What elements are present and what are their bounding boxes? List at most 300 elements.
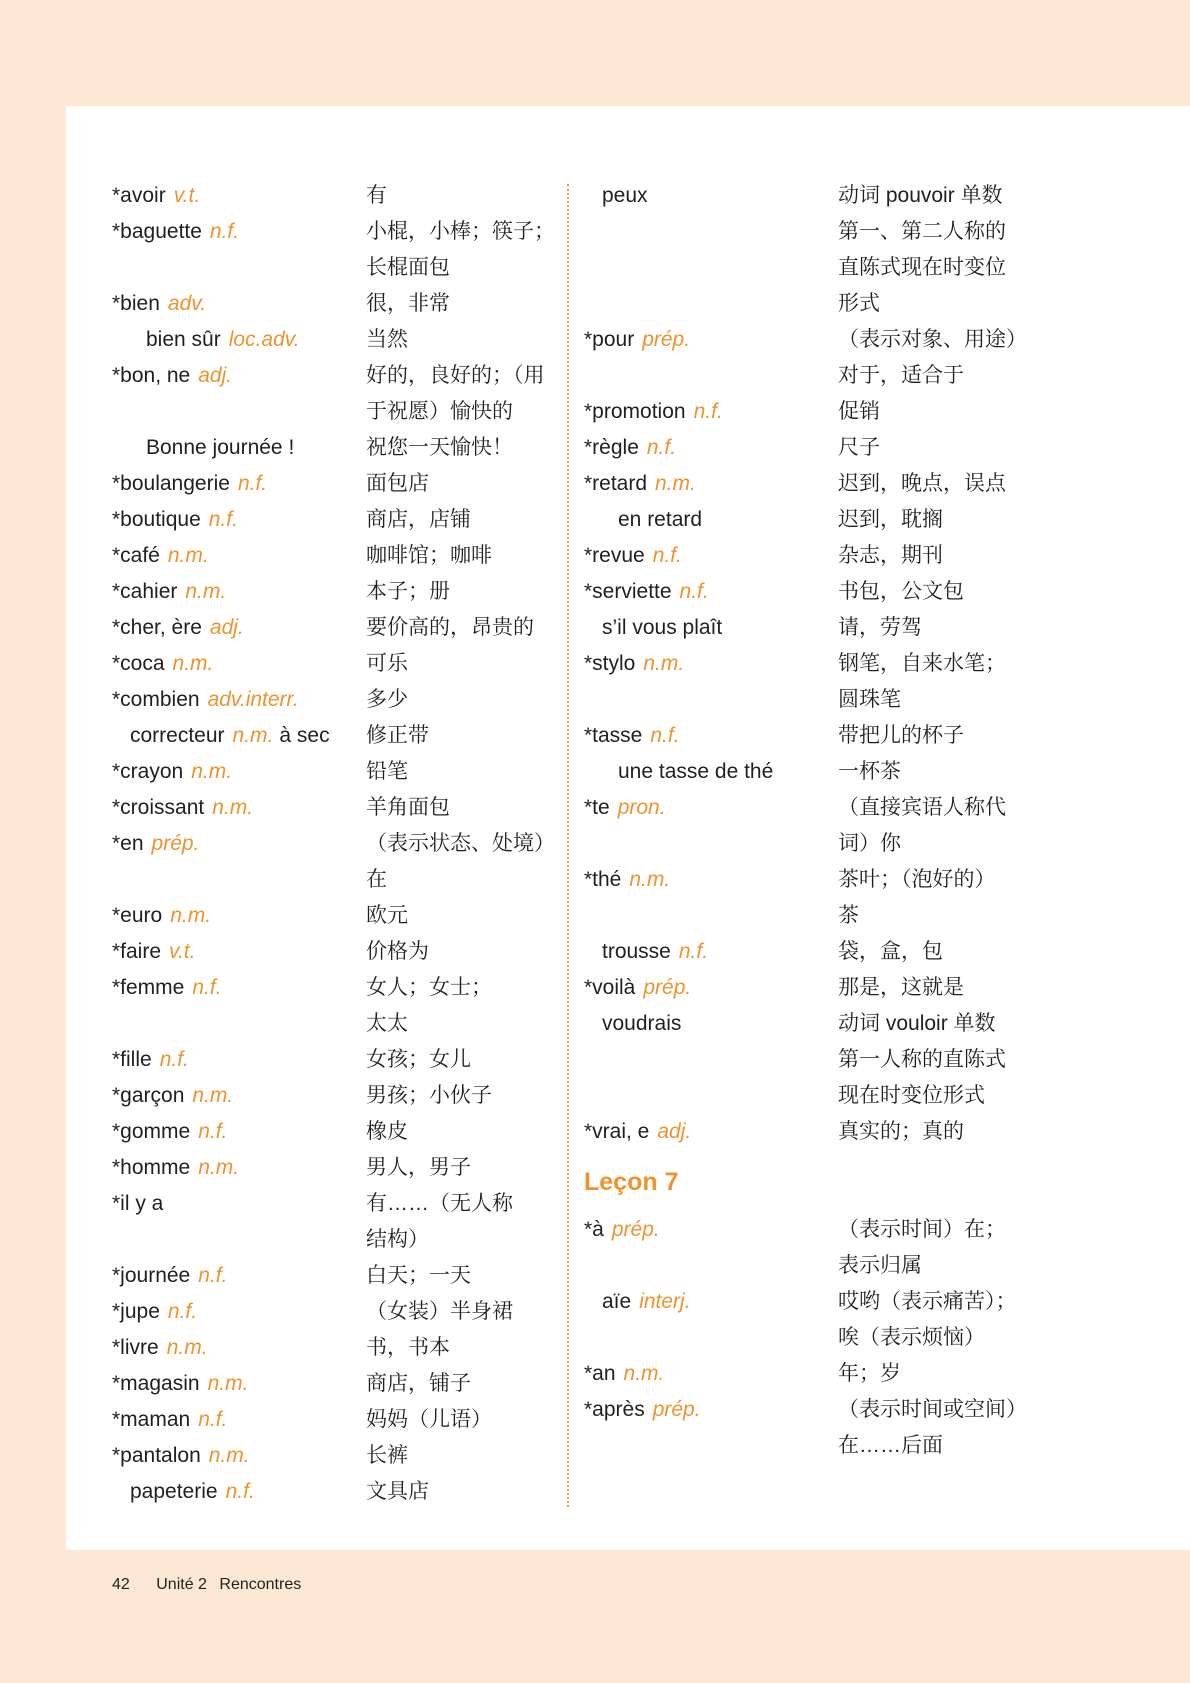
part-of-speech: loc.adv. (228, 328, 300, 351)
part-of-speech: prép. (643, 976, 692, 999)
entry-translation (838, 646, 1038, 718)
entry-translation (366, 1294, 566, 1330)
entry-word-cell (112, 610, 366, 646)
entry-translation (366, 1366, 566, 1402)
part-of-speech: adj. (198, 364, 233, 387)
vocab-entry (112, 358, 566, 430)
translation-line: 要价高的，昂贵的 (366, 616, 534, 639)
entry-translation (366, 970, 566, 1042)
entry-translation (366, 1150, 566, 1186)
translation-line: （表示对象、用途） (838, 328, 1027, 351)
translation-line: 年；岁 (838, 1362, 901, 1385)
vocab-entry (584, 502, 1038, 538)
unit-label: Unité 2 (156, 1576, 207, 1593)
entry-word: *tasse (584, 724, 643, 747)
entry-word: bien sûr (146, 328, 221, 351)
entry-word-cell (112, 430, 366, 466)
vocab-entry (584, 178, 1038, 322)
entry-word-cell (584, 970, 838, 1006)
entry-translation (366, 1078, 566, 1114)
entry-word: *journée (112, 1264, 191, 1287)
entry-word: *retard (584, 472, 648, 495)
translation-line: （直接宾语人称代 (838, 796, 1006, 819)
entry-word-cell (584, 646, 838, 718)
vocab-entry (112, 1438, 566, 1474)
translation-line: 圆珠笔 (838, 688, 901, 711)
part-of-speech: n.f. (678, 940, 709, 963)
part-of-speech: n.m. (191, 760, 233, 783)
part-of-speech: adj. (209, 616, 244, 639)
vocab-entry (112, 1186, 566, 1258)
entry-word-cell (112, 970, 366, 1042)
translation-line: 茶 (838, 904, 859, 927)
entry-translation (838, 610, 1038, 646)
entry-word: *boutique (112, 508, 201, 531)
vocab-entry (112, 1294, 566, 1330)
entry-translation (366, 646, 566, 682)
entry-word-cell (584, 1284, 838, 1356)
translation-line: 长裤 (366, 1444, 408, 1467)
translation-line: 在 (366, 868, 387, 891)
vocab-entry (584, 934, 1038, 970)
entry-word-cell (112, 1258, 366, 1294)
translation-line: 促销 (838, 400, 880, 423)
entry-translation (366, 1438, 566, 1474)
translation-line: 太太 (366, 1012, 408, 1035)
entry-word: *promotion (584, 400, 686, 423)
part-of-speech: n.m. (192, 1084, 234, 1107)
translation-line: 多少 (366, 688, 408, 711)
entry-translation (838, 322, 1038, 394)
entry-word-cell (584, 430, 838, 466)
entry-word: *stylo (584, 652, 636, 675)
vocab-entry (112, 718, 566, 754)
translation-line: 真实的；真的 (838, 1120, 964, 1143)
translation-line: 祝您一天愉快！ (366, 436, 513, 459)
entry-translation (838, 502, 1038, 538)
page-sheet (66, 106, 1190, 1550)
part-of-speech: n.m. (172, 652, 214, 675)
entry-translation (366, 178, 566, 214)
entry-word: *cher, ère (112, 616, 202, 639)
entry-word: *garçon (112, 1084, 185, 1107)
entry-translation (838, 430, 1038, 466)
translation-line: 女孩；女儿 (366, 1048, 471, 1071)
entry-word-cell (584, 502, 838, 538)
part-of-speech: prép. (151, 832, 200, 855)
vocab-entry (112, 286, 566, 322)
translation-line: 长棍面包 (366, 256, 450, 279)
entry-word-cell (584, 610, 838, 646)
entry-word-cell (112, 1366, 366, 1402)
part-of-speech: v.t. (169, 940, 196, 963)
translation-line: 男人，男子 (366, 1156, 471, 1179)
entry-word-cell (584, 1392, 838, 1464)
entry-word-cell (112, 502, 366, 538)
entry-word-cell (112, 1114, 366, 1150)
entry-translation (838, 970, 1038, 1006)
translation-line: 欧元 (366, 904, 408, 927)
vocab-entry (584, 538, 1038, 574)
part-of-speech: n.f. (679, 580, 709, 603)
vocab-entry (584, 646, 1038, 718)
part-of-speech: n.m. (232, 724, 274, 747)
vocab-entry (584, 1006, 1038, 1114)
vocab-column-right (584, 178, 1038, 1464)
entry-translation (838, 178, 1038, 322)
entry-word: peux (602, 184, 648, 207)
translation-line: （女装）半身裙 (366, 1300, 513, 1323)
entry-word: *cahier (112, 580, 178, 603)
entry-word: *boulangerie (112, 472, 230, 495)
entry-word: *en (112, 832, 144, 855)
part-of-speech: n.f. (652, 544, 682, 567)
entry-translation (838, 718, 1038, 754)
entry-word-cell (112, 466, 366, 502)
vocab-entry (584, 790, 1038, 862)
entry-translation (838, 934, 1038, 970)
vocab-entry (112, 322, 566, 358)
entry-word: *euro (112, 904, 163, 927)
entry-word-cell (112, 538, 366, 574)
vocab-entry (584, 1392, 1038, 1464)
entry-word-cell (112, 1186, 366, 1258)
vocab-entry (112, 214, 566, 286)
vocab-entry (112, 574, 566, 610)
entry-word-cell (112, 934, 366, 970)
translation-line: 对于，适合于 (838, 364, 964, 387)
entry-translation (838, 790, 1038, 862)
entry-word-cell (112, 1294, 366, 1330)
entry-word-cell (584, 1006, 838, 1114)
vocab-entry (584, 718, 1038, 754)
entry-word: *faire (112, 940, 162, 963)
vocab-entry (112, 1474, 566, 1510)
vocab-entry (584, 1356, 1038, 1392)
translation-line: 结构） (366, 1228, 429, 1251)
translation-line: 修正带 (366, 724, 429, 747)
entry-word-cell (112, 718, 366, 754)
entry-word-cell (112, 574, 366, 610)
part-of-speech: n.m. (623, 1362, 665, 1385)
entry-word: s’il vous plaît (602, 616, 723, 639)
vocab-entry (112, 934, 566, 970)
entry-word-cell (112, 826, 366, 898)
part-of-speech: n.m. (170, 904, 212, 927)
entry-word-cell (584, 1114, 838, 1150)
entry-word-cell (112, 1438, 366, 1474)
vocab-entry (112, 826, 566, 898)
vocab-column-left (112, 178, 566, 1510)
part-of-speech: n.f. (209, 220, 240, 243)
translation-line: 商店，铺子 (366, 1372, 471, 1395)
entry-translation (366, 286, 566, 322)
entry-word: *serviette (584, 580, 672, 603)
entry-translation (838, 1392, 1038, 1464)
part-of-speech: n.f. (650, 724, 680, 747)
entry-translation (366, 430, 566, 466)
entry-word-cell (584, 1356, 838, 1392)
entry-word: *an (584, 1362, 616, 1385)
vocab-entry (112, 790, 566, 826)
translation-line: 有 (366, 184, 387, 207)
translation-line: 迟到，耽搁 (838, 508, 943, 531)
entry-word: aïe (602, 1290, 632, 1313)
column-divider (567, 184, 569, 1507)
part-of-speech: n.m. (167, 544, 209, 567)
entry-translation (366, 466, 566, 502)
translation-line: 袋，盒，包 (838, 940, 943, 963)
part-of-speech: n.m. (643, 652, 685, 675)
translation-line: 妈妈（儿语） (366, 1408, 492, 1431)
entry-translation (366, 1402, 566, 1438)
entry-word-cell (584, 322, 838, 394)
translation-line: （表示时间或空间） (838, 1398, 1027, 1421)
entry-translation (366, 1258, 566, 1294)
translation-line: 哎哟（表示痛苦）； (838, 1290, 1017, 1313)
vocab-entry (584, 322, 1038, 394)
entry-word: *gomme (112, 1120, 191, 1143)
entry-translation (366, 898, 566, 934)
entry-word-cell (112, 1330, 366, 1366)
entry-translation (838, 394, 1038, 430)
entry-translation (366, 718, 566, 754)
vocab-entry (112, 538, 566, 574)
translation-line: 铅笔 (366, 760, 408, 783)
translation-line: 动词 pouvoir 单数 (838, 184, 1003, 207)
entry-word-cell (112, 898, 366, 934)
part-of-speech: n.f. (192, 976, 222, 999)
entry-translation (366, 502, 566, 538)
vocab-entry (112, 1402, 566, 1438)
vocab-entry (584, 394, 1038, 430)
vocab-entry (584, 466, 1038, 502)
translation-line: 现在时变位形式 (838, 1084, 985, 1107)
vocab-entry (112, 430, 566, 466)
translation-line: 价格为 (366, 940, 429, 963)
entry-word: en retard (618, 508, 703, 531)
vocab-entry (112, 754, 566, 790)
part-of-speech: n.f. (646, 436, 677, 459)
vocab-entry (112, 1150, 566, 1186)
vocab-entry (584, 610, 1038, 646)
entry-word-cell (112, 1150, 366, 1186)
translation-line: 好的，良好的；（用 (366, 364, 545, 387)
translation-line: 橡皮 (366, 1120, 408, 1143)
part-of-speech: prép. (652, 1398, 701, 1421)
entry-word-cell (584, 538, 838, 574)
part-of-speech: n.f. (198, 1264, 228, 1287)
entry-translation (366, 1186, 566, 1258)
entry-word: *avoir (112, 184, 166, 207)
entry-word-cell (584, 862, 838, 934)
entry-word-cell (112, 214, 366, 286)
vocab-entry (112, 502, 566, 538)
entry-word-cell (584, 934, 838, 970)
entry-translation (366, 358, 566, 430)
entry-word-cell (112, 286, 366, 322)
entry-word: *voilà (584, 976, 636, 999)
translation-line: 小棍，小棒；筷子； (366, 220, 555, 243)
vocab-entry (112, 970, 566, 1042)
translation-line: 女人；女士； (366, 976, 492, 999)
translation-line: 词）你 (838, 832, 901, 855)
part-of-speech: n.m. (207, 1372, 249, 1395)
entry-word: *thé (584, 868, 622, 891)
vocab-entry (584, 1114, 1038, 1150)
part-of-speech: v.t. (173, 184, 201, 207)
part-of-speech: n.m. (185, 580, 227, 603)
entry-translation (366, 610, 566, 646)
translation-line: 迟到，晚点，误点 (838, 472, 1006, 495)
entry-translation (838, 862, 1038, 934)
translation-line: 表示归属 (838, 1254, 922, 1277)
entry-word: *il y a (112, 1192, 164, 1215)
entry-translation (838, 1212, 1038, 1284)
entry-translation (838, 1284, 1038, 1356)
entry-translation (366, 574, 566, 610)
entry-word: *règle (584, 436, 639, 459)
entry-translation (366, 1330, 566, 1366)
entry-translation (366, 682, 566, 718)
entry-translation (838, 1114, 1038, 1150)
entry-word-cell (112, 646, 366, 682)
vocab-entry (112, 1114, 566, 1150)
entry-translation (838, 1356, 1038, 1392)
part-of-speech: n.m. (212, 796, 254, 819)
vocab-entry (112, 1078, 566, 1114)
entry-translation (366, 934, 566, 970)
entry-word: *jupe (112, 1300, 160, 1323)
vocab-entry (112, 466, 566, 502)
vocab-entry (584, 1284, 1038, 1356)
lesson-heading: Leçon 7 (584, 1168, 679, 1196)
vocab-entry (112, 898, 566, 934)
entry-word-cell (584, 1212, 838, 1284)
part-of-speech: n.f. (198, 1120, 228, 1143)
entry-word: *café (112, 544, 160, 567)
entry-translation (366, 1042, 566, 1078)
translation-line: 那是，这就是 (838, 976, 964, 999)
vocab-entry (112, 1042, 566, 1078)
vocab-entry (584, 754, 1038, 790)
translation-line: 白天；一天 (366, 1264, 471, 1287)
translation-line: 直陈式现在时变位 (838, 256, 1006, 279)
translation-line: 带把儿的杯子 (838, 724, 964, 747)
translation-line: 书，书本 (366, 1336, 450, 1359)
translation-line: 文具店 (366, 1480, 429, 1503)
translation-line: 请，劳驾 (838, 616, 922, 639)
translation-line: 钢笔，自来水笔； (838, 652, 1006, 675)
entry-word-cell (112, 1042, 366, 1078)
part-of-speech: n.f. (237, 472, 268, 495)
part-of-speech: n.m. (655, 472, 696, 495)
entry-word-cell (584, 718, 838, 754)
part-of-speech: interj. (639, 1290, 691, 1313)
translation-line: 动词 vouloir 单数 (838, 1012, 996, 1035)
part-of-speech: n.f. (159, 1048, 189, 1071)
translation-line: 唉（表示烦恼） (838, 1326, 985, 1349)
entry-translation (366, 790, 566, 826)
vocab-entry (584, 1212, 1038, 1284)
vocab-entry (112, 682, 566, 718)
entry-word-cell (112, 1474, 366, 1510)
part-of-speech: prép. (642, 328, 691, 351)
part-of-speech: n.f. (208, 508, 238, 531)
entry-word: *femme (112, 976, 185, 999)
translation-line: 一杯茶 (838, 760, 901, 783)
entry-word-cell (112, 1402, 366, 1438)
entry-word: *te (584, 796, 610, 819)
entry-translation (838, 574, 1038, 610)
entry-word-cell (584, 574, 838, 610)
entry-translation (366, 826, 566, 898)
part-of-speech: n.m. (198, 1156, 240, 1179)
page-number: 42 (112, 1576, 130, 1593)
entry-translation (838, 754, 1038, 790)
translation-line: 杂志，期刊 (838, 544, 943, 567)
entry-word-cell (584, 178, 838, 322)
translation-line: 可乐 (366, 652, 408, 675)
entry-word: *combien (112, 688, 200, 711)
entry-word-cell (112, 790, 366, 826)
entry-word: *maman (112, 1408, 191, 1431)
translation-line: 商店，店铺 (366, 508, 471, 531)
entry-word: *fille (112, 1048, 152, 1071)
part-of-speech: pron. (617, 796, 666, 819)
part-of-speech: n.m. (629, 868, 671, 891)
part-of-speech: prép. (611, 1218, 660, 1241)
translation-line: 羊角面包 (366, 796, 450, 819)
entry-word: correcteur (130, 724, 225, 747)
vocab-entry (112, 610, 566, 646)
entry-word: *bien (112, 292, 160, 315)
translation-line: 尺子 (838, 436, 880, 459)
vocab-entry (584, 970, 1038, 1006)
translation-line: 有……（无人称 (366, 1192, 513, 1215)
entry-translation (366, 1474, 566, 1510)
entry-word: *pour (584, 328, 635, 351)
part-of-speech: n.f. (167, 1300, 198, 1323)
entry-word-cell (112, 322, 366, 358)
entry-word-cell (584, 754, 838, 790)
translation-line: 书包，公文包 (838, 580, 964, 603)
entry-translation (366, 322, 566, 358)
translation-line: 第一人称的直陈式 (838, 1048, 1006, 1071)
translation-line: 很，非常 (366, 292, 450, 315)
vocab-entry (584, 574, 1038, 610)
entry-word-cell (584, 790, 838, 862)
entry-word: trousse (602, 940, 671, 963)
entry-word: *homme (112, 1156, 191, 1179)
entry-translation (838, 538, 1038, 574)
vocab-entry (112, 1366, 566, 1402)
entry-word: *crayon (112, 760, 184, 783)
entry-word: *pantalon (112, 1444, 201, 1467)
entry-word: *revue (584, 544, 645, 567)
translation-line: 于祝愿）愉快的 (366, 400, 513, 423)
entry-word-cell (112, 754, 366, 790)
entry-translation (366, 754, 566, 790)
entry-word: voudrais (602, 1012, 682, 1035)
entry-word: Bonne journée ! (146, 436, 295, 459)
entry-word-cell (112, 178, 366, 214)
part-of-speech: n.f. (198, 1408, 228, 1431)
part-of-speech: adj. (657, 1120, 692, 1143)
entry-word-cell (112, 358, 366, 430)
part-of-speech: n.m. (208, 1444, 250, 1467)
entry-translation (366, 214, 566, 286)
